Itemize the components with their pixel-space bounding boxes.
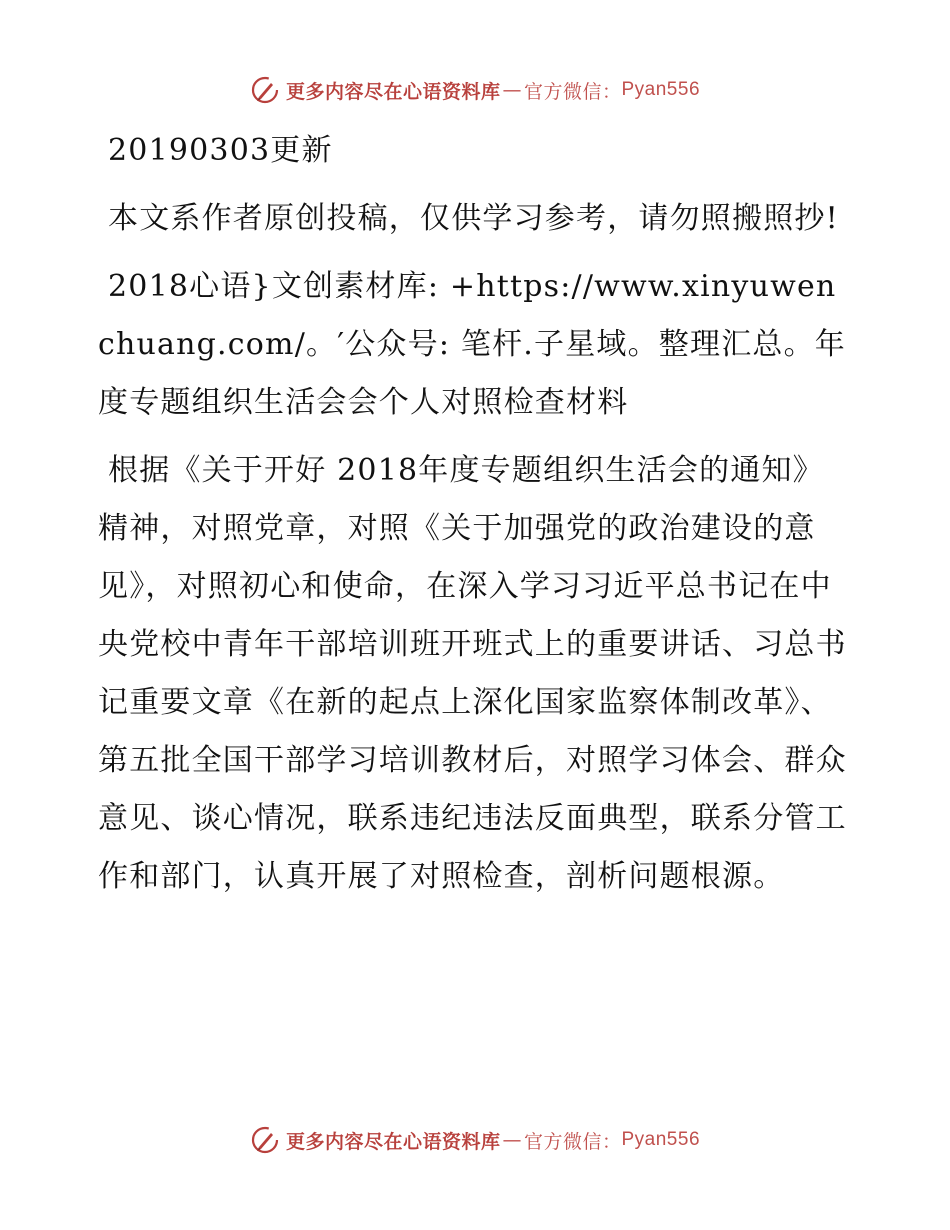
banner-main-text: 更多内容尽在心语资料库 [285,1130,501,1153]
banner-dash: — [502,79,522,101]
body-paragraph: 根据《关于开好 2018年度专题组织生活会的通知》精神，对照党章，对照《关于加强党的政治建设的意见》，对照初心和使命，在深入学习习近平总书记在中央党校中青年干部培训班开班式上的重要讲话、习总书记重要文章《在新的起点上深化国家监察体制改革》、第五批全国干部学习培训教材后，对照学习体会、群众意见、谈心情况，联系违纪违法反面典型，联系分管工作和部门，认真开展了对照检查，剖析问题根源。 [98,453,847,894]
header-banner [0,72,950,108]
footer-banner [0,1122,950,1158]
banner-main-text: 更多内容尽在心语资料库 [285,80,501,103]
source-line: 2018心语}文创素材库: +https://www.xinyuwenchuang.com/。′公众号: 笔杆.子星域。整理汇总。年度专题组织生活会会个人对照检查材料 [98,269,847,420]
quill-pen-logo-icon [250,75,280,105]
quill-pen-logo-icon [250,1125,280,1155]
update-line: 20190303更新 [108,133,333,168]
banner-wechat-id: Pyan556 [621,1129,701,1150]
banner-wechat-label: 官方微信： [523,80,622,103]
document-body [98,122,850,916]
copyright-notice: 本文系作者原创投稿，仅供学习参考，请勿照搬照抄! [108,201,839,236]
banner-wechat-id: Pyan556 [621,79,701,100]
banner-dash: — [502,1129,522,1151]
banner-wechat-label: 官方微信： [523,1130,622,1153]
